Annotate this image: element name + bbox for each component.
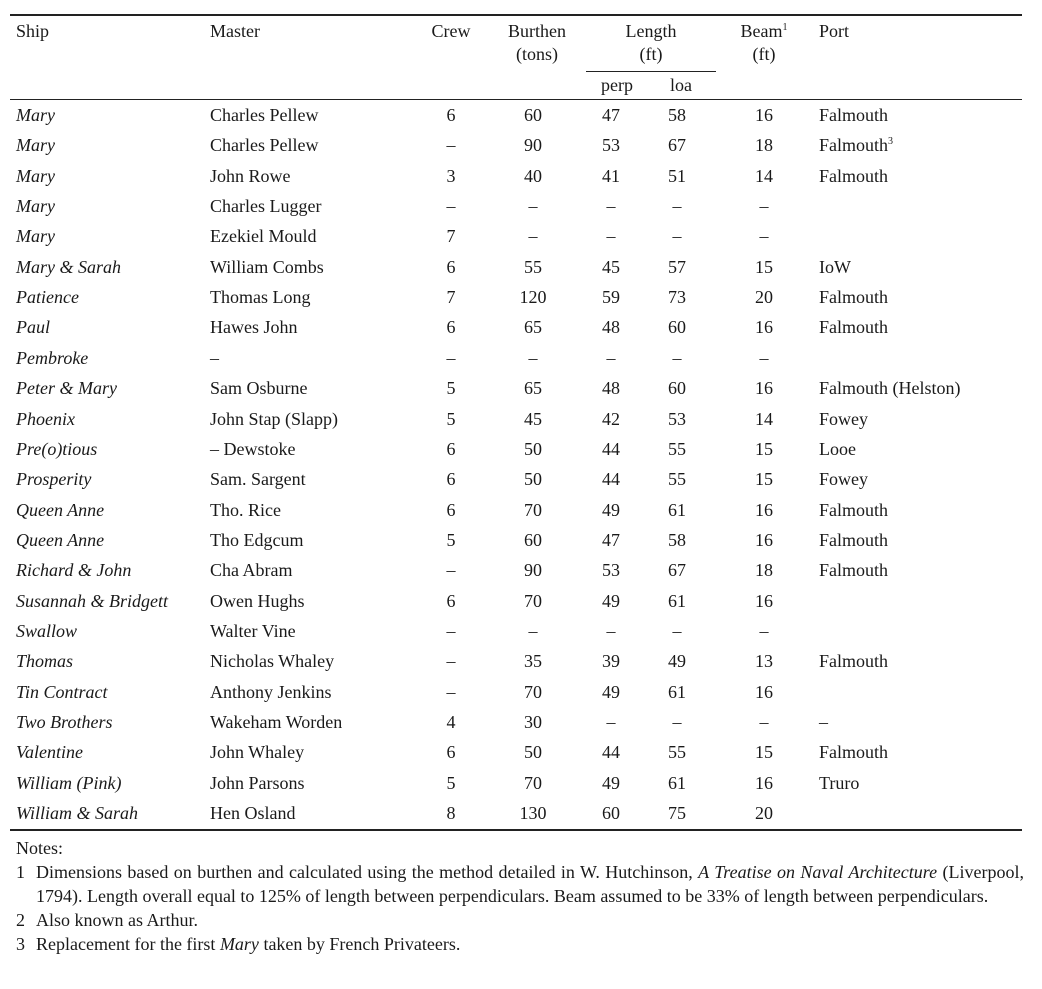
cell-crew: – — [446, 682, 456, 702]
cell-port-text: Fowey — [819, 469, 868, 489]
cell-ship: Prosperity — [16, 469, 92, 489]
cell-burthen: 50 — [524, 469, 542, 489]
cell-crew: – — [446, 560, 456, 580]
cell-beam: 14 — [755, 166, 773, 186]
note-item — [16, 932, 1024, 956]
cell-port-text: Falmouth — [819, 287, 889, 307]
cell-master: Sam Osburne — [210, 378, 308, 398]
cell-burthen: 130 — [519, 803, 547, 823]
cell-perp: – — [606, 196, 616, 216]
cell-perp: 49 — [602, 682, 620, 702]
cell-beam: 15 — [755, 742, 773, 762]
cell-perp: 60 — [602, 803, 620, 823]
cell-loa: 51 — [668, 166, 686, 186]
cell-beam: – — [759, 621, 769, 641]
cell-loa: 61 — [668, 591, 686, 611]
cell-loa: 75 — [668, 803, 686, 823]
cell-ship: Queen Anne — [16, 500, 105, 520]
cell-crew: 6 — [446, 317, 456, 337]
cell-port-text: Falmouth — [819, 651, 889, 671]
cell-loa: 67 — [668, 560, 686, 580]
cell-master: John Parsons — [210, 773, 305, 793]
cell-burthen: – — [528, 226, 538, 246]
cell-burthen: 55 — [524, 257, 542, 277]
cell-master: Cha Abram — [210, 560, 293, 580]
cell-loa: 55 — [668, 469, 686, 489]
cell-master: Charles Pellew — [210, 135, 319, 155]
header-port: Port — [819, 21, 850, 41]
cell-port — [819, 104, 888, 126]
note-text-pre: Dimensions based on burthen and calculated using the method detailed in W. Hutchinson, — [36, 862, 699, 882]
cell-ship: Mary — [16, 166, 55, 186]
notes-title: Notes: — [16, 838, 63, 858]
header-beam-line2: (ft) — [752, 44, 776, 64]
cell-crew: – — [446, 621, 456, 641]
cell-ship: Mary & Sarah — [16, 257, 121, 277]
cell-perp: 45 — [602, 257, 620, 277]
cell-burthen: 70 — [524, 773, 542, 793]
note-number: 3 — [16, 934, 25, 954]
cell-master: Anthony Jenkins — [210, 682, 332, 702]
header-loa: loa — [670, 75, 692, 95]
cell-burthen: 60 — [524, 530, 542, 550]
header-burthen — [490, 20, 584, 66]
notes — [16, 836, 1024, 956]
cell-ship: Mary — [16, 226, 55, 246]
cell-loa: 61 — [668, 500, 686, 520]
cell-ship: Pembroke — [16, 348, 89, 368]
cell-crew: 4 — [446, 712, 456, 732]
cell-port — [819, 650, 888, 672]
cell-loa: – — [672, 226, 682, 246]
table-bottom-rule — [10, 829, 1022, 831]
header-length-line2: (ft) — [639, 44, 663, 64]
cell-perp: 39 — [602, 651, 620, 671]
cell-beam: 20 — [755, 287, 773, 307]
cell-ship: Thomas — [16, 651, 74, 671]
cell-perp: 48 — [602, 317, 620, 337]
cell-ship: Paul — [16, 317, 50, 337]
cell-beam: 15 — [755, 439, 773, 459]
header-beam-line1: Beam — [740, 21, 783, 41]
cell-burthen: 50 — [524, 439, 542, 459]
cell-port-text: Falmouth — [819, 135, 889, 155]
cell-ship: Richard & John — [16, 560, 132, 580]
cell-perp: 42 — [602, 409, 620, 429]
cell-burthen: 90 — [524, 135, 542, 155]
cell-burthen: 70 — [524, 500, 542, 520]
cell-loa: 55 — [668, 439, 686, 459]
cell-loa: 58 — [668, 530, 686, 550]
cell-perp: 44 — [602, 469, 620, 489]
cell-master: Tho. Rice — [210, 500, 281, 520]
cell-loa: – — [672, 621, 682, 641]
cell-burthen: 30 — [524, 712, 542, 732]
cell-port — [819, 286, 888, 308]
cell-port — [819, 468, 868, 490]
cell-perp: 44 — [602, 742, 620, 762]
cell-port — [819, 529, 888, 551]
cell-beam: 20 — [755, 803, 773, 823]
note-text-post: taken by French Privateers. — [258, 934, 461, 954]
cell-burthen: 70 — [524, 591, 542, 611]
note-text — [36, 908, 1024, 932]
cell-port-text: Falmouth — [819, 560, 889, 580]
cell-port — [819, 438, 856, 460]
cell-master: – — [210, 348, 219, 368]
cell-loa: 60 — [668, 317, 686, 337]
header-burthen-line2: (tons) — [516, 44, 558, 64]
cell-perp: 44 — [602, 439, 620, 459]
cell-master: Hen Osland — [210, 803, 296, 823]
header-length — [586, 20, 716, 66]
cell-loa: – — [672, 712, 682, 732]
cell-port-text: Fowey — [819, 409, 868, 429]
note-item — [16, 860, 1024, 908]
cell-master: – Dewstoke — [210, 439, 296, 459]
cell-loa: 73 — [668, 287, 686, 307]
note-text-italic: A Treatise on Naval Architecture — [698, 862, 938, 882]
cell-port — [819, 772, 859, 794]
cell-beam: – — [759, 712, 769, 732]
cell-beam: – — [759, 226, 769, 246]
cell-beam: 16 — [755, 317, 773, 337]
cell-ship: Mary — [16, 135, 55, 155]
cell-perp: 41 — [602, 166, 620, 186]
cell-port-text: Looe — [819, 439, 856, 459]
cell-port-text: Falmouth — [819, 317, 889, 337]
cell-crew: 6 — [446, 469, 456, 489]
cell-beam: 16 — [755, 530, 773, 550]
cell-crew: 7 — [446, 287, 456, 307]
cell-burthen: – — [528, 348, 538, 368]
cell-master: John Rowe — [210, 166, 291, 186]
cell-port-text: Falmouth — [819, 166, 889, 186]
cell-burthen: 90 — [524, 560, 542, 580]
cell-perp: – — [606, 621, 616, 641]
note-number: 2 — [16, 910, 25, 930]
cell-loa: 60 — [668, 378, 686, 398]
cell-burthen: 65 — [524, 317, 542, 337]
cell-ship: Two Brothers — [16, 712, 113, 732]
table-top-rule — [10, 14, 1022, 16]
cell-ship: Pre(o)tious — [16, 439, 98, 459]
cell-loa: 55 — [668, 742, 686, 762]
cell-perp: 47 — [602, 530, 620, 550]
cell-loa: 49 — [668, 651, 686, 671]
cell-burthen: 45 — [524, 409, 542, 429]
note-text-italic: Mary — [219, 934, 259, 954]
cell-beam: 18 — [755, 560, 773, 580]
cell-crew: 3 — [446, 166, 456, 186]
cell-burthen: 65 — [524, 378, 542, 398]
cell-port — [819, 377, 961, 399]
header-crew: Crew — [431, 21, 471, 41]
note-text-pre: Also known as Arthur. — [36, 910, 198, 930]
cell-ship: Peter & Mary — [16, 378, 117, 398]
cell-beam: 15 — [755, 257, 773, 277]
cell-port-text: Falmouth (Helston) — [819, 378, 961, 398]
cell-beam: 16 — [755, 591, 773, 611]
note-text-post: (Liverpool, 1794). Length overall equal to 125% of length between perpendiculars. Beam assumed to be 33% of length between perpendiculars. — [36, 862, 1025, 906]
cell-master: Charles Lugger — [210, 196, 322, 216]
cell-crew: 5 — [446, 378, 456, 398]
cell-port-text: Falmouth — [819, 530, 889, 550]
cell-burthen: 35 — [524, 651, 542, 671]
note-text — [36, 860, 1024, 908]
cell-loa: – — [672, 348, 682, 368]
cell-crew: – — [446, 348, 456, 368]
cell-perp: 49 — [602, 591, 620, 611]
cell-perp: 59 — [602, 287, 620, 307]
cell-crew: 7 — [446, 226, 456, 246]
cell-beam: 16 — [755, 773, 773, 793]
cell-ship: Valentine — [16, 742, 83, 762]
cell-perp: 53 — [602, 560, 620, 580]
cell-port — [819, 256, 851, 278]
cell-crew: 6 — [446, 742, 456, 762]
header-ship: Ship — [16, 21, 50, 41]
cell-port-text: – — [819, 712, 828, 732]
cell-loa: 67 — [668, 135, 686, 155]
cell-perp: 48 — [602, 378, 620, 398]
cell-crew: 6 — [446, 591, 456, 611]
cell-master: Thomas Long — [210, 287, 311, 307]
note-item — [16, 908, 1024, 932]
cell-ship: Tin Contract — [16, 682, 108, 702]
cell-ship: William & Sarah — [16, 803, 139, 823]
cell-master: Nicholas Whaley — [210, 651, 335, 671]
cell-crew: 5 — [446, 773, 456, 793]
cell-master: Ezekiel Mould — [210, 226, 317, 246]
cell-port — [819, 134, 893, 156]
cell-port-text: Falmouth — [819, 500, 889, 520]
cell-crew: 5 — [446, 530, 456, 550]
cell-beam: – — [759, 348, 769, 368]
cell-port-text: Falmouth — [819, 742, 889, 762]
cell-crew: 6 — [446, 105, 456, 125]
cell-port — [819, 559, 888, 581]
cell-burthen: – — [528, 621, 538, 641]
header-bottom-rule — [10, 99, 1022, 100]
cell-ship: Phoenix — [16, 409, 75, 429]
cell-port — [819, 408, 868, 430]
cell-perp: 53 — [602, 135, 620, 155]
cell-crew: – — [446, 135, 456, 155]
note-number: 1 — [16, 862, 25, 882]
cell-crew: 8 — [446, 803, 456, 823]
cell-loa: 58 — [668, 105, 686, 125]
cell-master: Walter Vine — [210, 621, 296, 641]
note-text — [36, 932, 1024, 956]
cell-crew: – — [446, 651, 456, 671]
cell-perp: – — [606, 712, 616, 732]
cell-master: Charles Pellew — [210, 105, 319, 125]
cell-port — [819, 165, 888, 187]
notes-list — [16, 860, 1024, 956]
cell-ship: Swallow — [16, 621, 78, 641]
cell-master: Hawes John — [210, 317, 298, 337]
cell-beam: 16 — [755, 105, 773, 125]
cell-crew: 6 — [446, 257, 456, 277]
cell-master: Owen Hughs — [210, 591, 305, 611]
header-beam-footnote: 1 — [782, 22, 788, 33]
header-burthen-line1: Burthen — [508, 21, 566, 41]
cell-beam: – — [759, 196, 769, 216]
cell-port — [819, 499, 888, 521]
cell-port-text: Falmouth — [819, 105, 889, 125]
cell-burthen: 70 — [524, 682, 542, 702]
cell-port-footnote: 3 — [888, 136, 894, 147]
cell-crew: 6 — [446, 439, 456, 459]
cell-loa: 53 — [668, 409, 686, 429]
note-text-pre: Replacement for the first — [36, 934, 220, 954]
cell-port-text: Truro — [819, 773, 860, 793]
cell-ship: William (Pink) — [16, 773, 122, 793]
cell-burthen: – — [528, 196, 538, 216]
cell-ship: Patience — [16, 287, 79, 307]
cell-beam: 16 — [755, 500, 773, 520]
cell-ship: Susannah & Bridgett — [16, 591, 168, 611]
cell-port — [819, 316, 888, 338]
cell-port — [819, 711, 828, 733]
cell-master: John Whaley — [210, 742, 305, 762]
cell-crew: – — [446, 196, 456, 216]
cell-burthen: 50 — [524, 742, 542, 762]
header-length-line1: Length — [625, 21, 677, 41]
cell-burthen: 120 — [519, 287, 547, 307]
cell-master: William Combs — [210, 257, 324, 277]
header-master: Master — [210, 21, 260, 41]
cell-ship: Queen Anne — [16, 530, 105, 550]
cell-perp: – — [606, 226, 616, 246]
cell-beam: 14 — [755, 409, 773, 429]
header-perp: perp — [601, 75, 633, 95]
cell-beam: 16 — [755, 378, 773, 398]
cell-crew: 5 — [446, 409, 456, 429]
cell-master: John Stap (Slapp) — [210, 409, 338, 429]
cell-perp: 47 — [602, 105, 620, 125]
cell-port — [819, 741, 888, 763]
cell-master: Tho Edgcum — [210, 530, 304, 550]
cell-perp: 49 — [602, 500, 620, 520]
cell-loa: – — [672, 196, 682, 216]
cell-master: Sam. Sargent — [210, 469, 306, 489]
length-header-rule — [586, 71, 716, 72]
cell-crew: 6 — [446, 500, 456, 520]
cell-beam: 18 — [755, 135, 773, 155]
cell-burthen: 40 — [524, 166, 542, 186]
cell-master: Wakeham Worden — [210, 712, 343, 732]
cell-loa: 57 — [668, 257, 686, 277]
cell-perp: – — [606, 348, 616, 368]
header-beam — [728, 20, 800, 66]
cell-beam: 16 — [755, 682, 773, 702]
cell-beam: 15 — [755, 469, 773, 489]
cell-burthen: 60 — [524, 105, 542, 125]
cell-loa: 61 — [668, 682, 686, 702]
cell-beam: 13 — [755, 651, 773, 671]
cell-port-text: IoW — [819, 257, 851, 277]
cell-perp: 49 — [602, 773, 620, 793]
cell-ship: Mary — [16, 196, 55, 216]
cell-ship: Mary — [16, 105, 55, 125]
cell-loa: 61 — [668, 773, 686, 793]
